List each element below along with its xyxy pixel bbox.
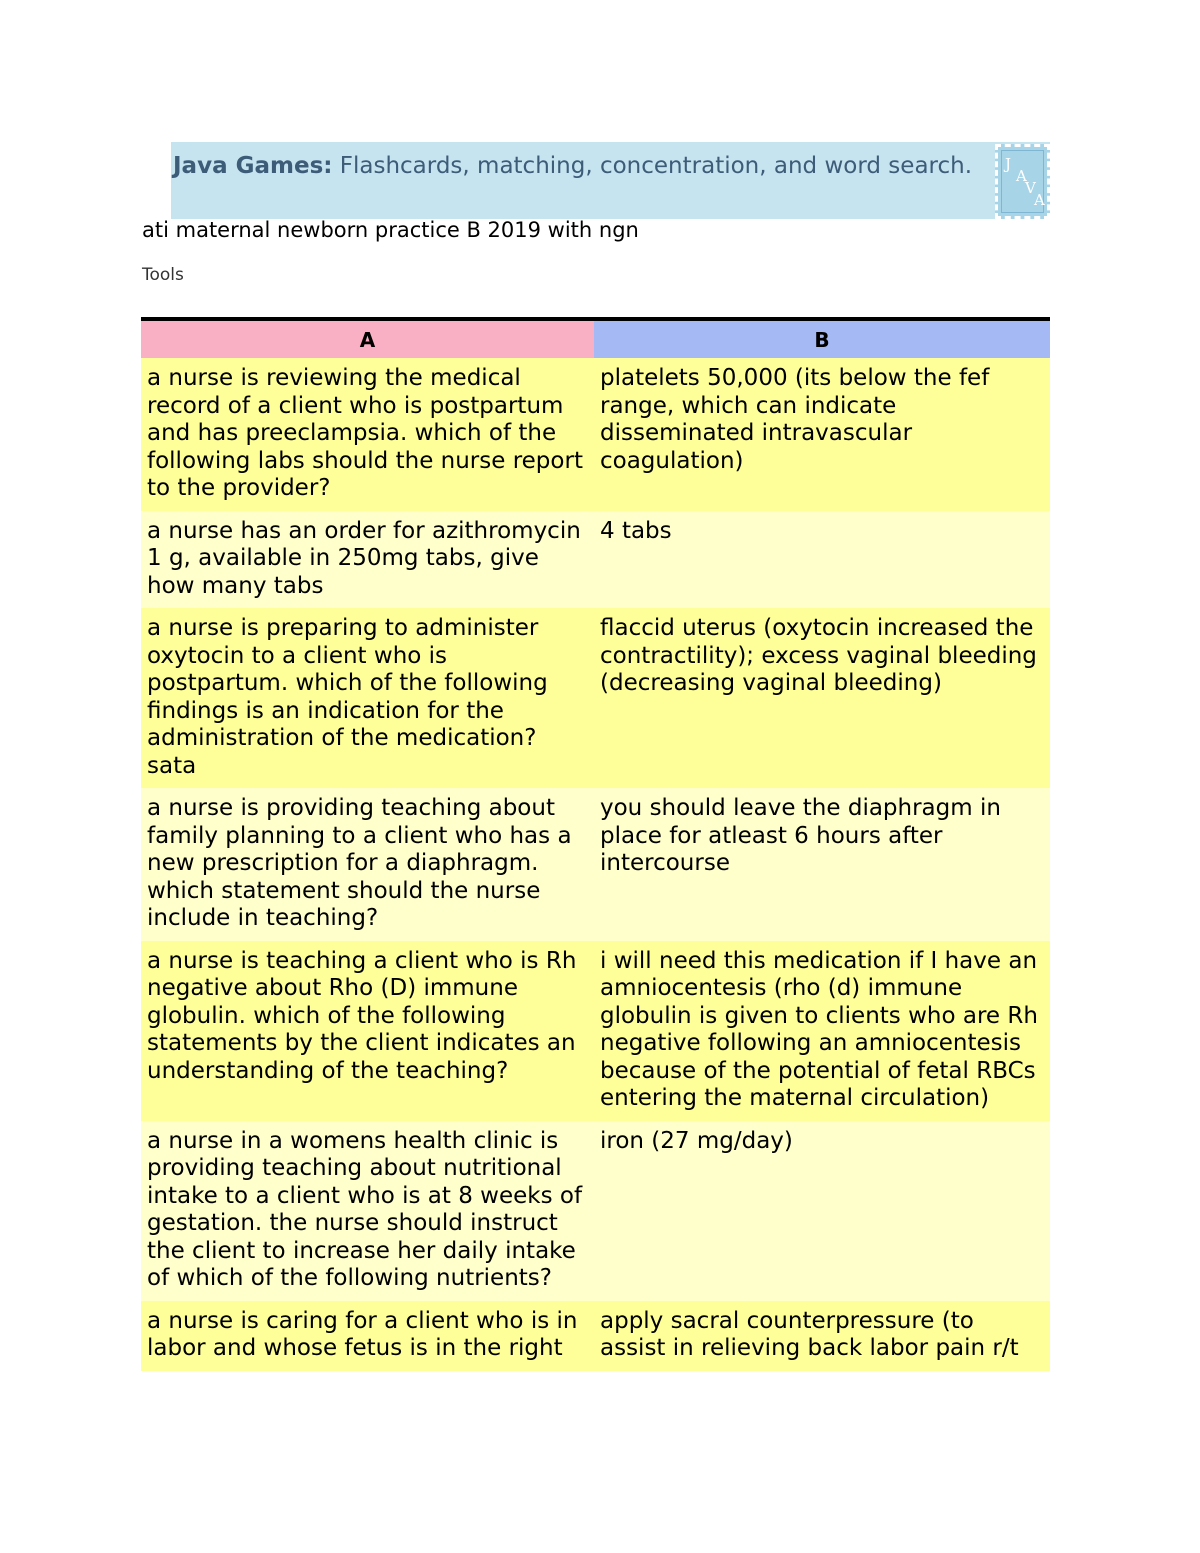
document-title: ati maternal newborn practice B 2019 with ngn [142,218,639,242]
definition-cell: iron (27 mg/day) [594,1121,1050,1301]
definition-cell: you should leave the diaphragm in place for atleast 6 hours after intercourse [594,788,1050,941]
column-header-a: A [141,319,594,358]
banner-title-rest: Flashcards, matching, concentration, and word search. [332,153,973,179]
logo-letter: J [1005,155,1012,173]
term-cell: a nurse is caring for a client who is in labor and whose fetus is in the right [141,1301,594,1371]
flashcard-table [141,317,1050,1371]
logo-letter: V [1025,179,1036,197]
definition-cell: flaccid uterus (oxytocin increased the contractility); excess vaginal bleeding (decreasing vaginal bleeding) [594,608,1050,788]
term-cell: a nurse is reviewing the medical record of a client who is postpartum and has preeclampsia. which of the following labs should the nurse report to the provider? [141,358,594,511]
table-row [141,1121,1050,1301]
table-row [141,511,1050,609]
table-row [141,788,1050,941]
table-row [141,358,1050,511]
term-cell: a nurse is providing teaching about family planning to a client who has a new prescription for a diaphragm. which statement should the nurse include in teaching? [141,788,594,941]
term-cell: a nurse in a womens health clinic is providing teaching about nutritional intake to a client who is at 8 weeks of gestation. the nurse should instruct the client to increase her daily intake of which of the following nutrients? [141,1121,594,1301]
definition-cell: platelets 50,000 (its below the fef range, which can indicate disseminated intravascular coagulation) [594,358,1050,511]
banner-title-bold: Java Games: [173,153,333,179]
definition-cell: apply sacral counterpressure (to assist in relieving back labor pain r/t [594,1301,1050,1371]
term-cell: a nurse is preparing to administer oxytocin to a client who is postpartum. which of the following findings is an indication for the administration of the medication? sata [141,608,594,788]
term-cell: a nurse has an order for azithromycin 1 g, available in 250mg tabs, give how many tabs [141,511,594,609]
table-row [141,1301,1050,1371]
column-header-b: B [594,319,1050,358]
logo-letter: A [1034,191,1045,209]
java-games-banner[interactable] [171,142,1050,219]
banner-title [173,153,972,179]
table-row [141,608,1050,788]
table-header-row [141,319,1050,358]
logo-letter: A [1016,167,1027,185]
table-row [141,941,1050,1121]
definition-cell: i will need this medication if I have an amniocentesis (rho (d) immune globulin is given to clients who are Rh negative following an amniocentesis because of the potential of fetal RBCs entering the maternal circulation) [594,941,1050,1121]
tools-label[interactable]: Tools [142,265,184,285]
java-logo-icon [995,144,1050,219]
definition-cell: 4 tabs [594,511,1050,609]
term-cell: a nurse is teaching a client who is Rh negative about Rho (D) immune globulin. which of the following statements by the client indicates an understanding of the teaching? [141,941,594,1121]
